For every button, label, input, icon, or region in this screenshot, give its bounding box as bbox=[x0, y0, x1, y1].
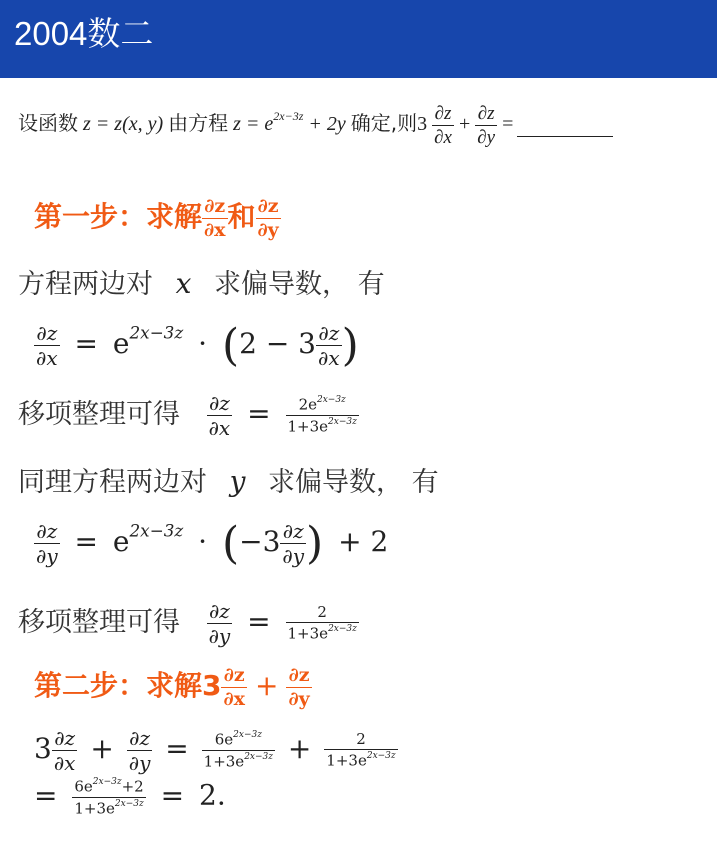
line-diff-y-text2: 求偏导数， 有 bbox=[268, 467, 439, 498]
t2-num: 2 bbox=[356, 730, 366, 749]
eq1-equals: = bbox=[74, 327, 98, 360]
step2-heading bbox=[34, 664, 312, 709]
rearrange2-rhs-frac bbox=[286, 605, 359, 642]
frac-num: ∂z bbox=[257, 194, 279, 217]
problem-plus: + bbox=[458, 113, 471, 136]
rearrange1-expr bbox=[207, 391, 359, 440]
step2-frac-y bbox=[286, 663, 311, 710]
rhs-den-exp: 2x−3z bbox=[328, 624, 357, 635]
var-x: x bbox=[175, 267, 192, 300]
eq2-lparen: ( bbox=[221, 518, 240, 569]
problem-func: z = z(x, y) bbox=[83, 113, 164, 136]
step1-connector: 和 bbox=[227, 200, 256, 233]
eq2-equals: = bbox=[74, 525, 99, 558]
final1-equals: = bbox=[165, 732, 189, 765]
final-equation-1 bbox=[34, 728, 398, 773]
frac-den: ∂x bbox=[318, 346, 340, 370]
frac-num: ∂z bbox=[204, 194, 226, 217]
rhs-num: 2e bbox=[298, 396, 317, 414]
problem-frac-x bbox=[432, 104, 454, 147]
var-y: y bbox=[229, 465, 246, 498]
problem-text-suffix: 确定,则 bbox=[350, 111, 418, 136]
answer-blank bbox=[517, 114, 613, 137]
frac-num: ∂z bbox=[208, 391, 230, 415]
final1-plus2: + bbox=[287, 732, 312, 765]
eq1-lparen: ( bbox=[221, 320, 240, 371]
frac-den: ∂y bbox=[36, 544, 58, 568]
rhs-den-exp: 2x−3z bbox=[328, 417, 357, 427]
frac-den: ∂y bbox=[282, 544, 305, 568]
line-rearrange-1 bbox=[18, 392, 359, 438]
line-diff-x-text2: 求偏导数， 有 bbox=[213, 269, 385, 300]
equation-1 bbox=[34, 320, 359, 371]
frac-num: ∂z bbox=[129, 726, 150, 750]
frac-den: ∂y bbox=[257, 218, 279, 241]
frac-num: ∂z bbox=[223, 663, 245, 686]
eq1-base: e bbox=[112, 327, 130, 360]
eq2-tail: + 2 bbox=[338, 525, 389, 558]
rhs-num-exp: 2x−3z bbox=[316, 395, 346, 406]
eq2-base: e bbox=[112, 525, 130, 558]
num-exp: 2x−3z bbox=[92, 777, 122, 787]
frac-den: ∂x bbox=[36, 346, 58, 370]
frac-num: ∂z bbox=[208, 599, 230, 623]
problem-eq-rhs: + 2y bbox=[308, 113, 346, 136]
frac-num: ∂z bbox=[36, 519, 58, 543]
frac-num: ∂z bbox=[36, 321, 58, 345]
step2-frac-x bbox=[221, 663, 246, 710]
final1-coef: 3 bbox=[34, 732, 52, 765]
frac-den: ∂x bbox=[204, 218, 226, 241]
page-title: 2004数二 bbox=[14, 15, 154, 52]
rearrange1-text: 移项整理可得 bbox=[18, 399, 180, 430]
t2-den: 1+3e bbox=[326, 751, 367, 770]
final1-frac-y bbox=[127, 728, 153, 773]
rearrange1-rhs-frac bbox=[286, 396, 359, 434]
frac-den: ∂x bbox=[223, 687, 245, 710]
frac-den: ∂y bbox=[477, 127, 496, 148]
eq2-lhs-frac bbox=[34, 521, 60, 566]
final2-equals2: = bbox=[160, 778, 185, 812]
eq2-dot: · bbox=[198, 525, 208, 558]
final1-term1 bbox=[202, 731, 275, 769]
step1-heading-text: 第一步：求解 bbox=[34, 200, 203, 233]
t1-num: 6e bbox=[214, 731, 234, 749]
frac-den: ∂y bbox=[208, 624, 231, 648]
final2-equals: = bbox=[34, 778, 58, 812]
rearrange2-equals: = bbox=[247, 605, 271, 638]
t1-den: 1+3e bbox=[203, 752, 245, 771]
line-diff-x bbox=[18, 262, 385, 301]
problem-text-prefix: 设函数 bbox=[18, 111, 78, 136]
problem-frac-y bbox=[475, 104, 497, 147]
eq2-inner-frac bbox=[280, 521, 306, 566]
eq2-inner-a: −3 bbox=[239, 525, 281, 558]
problem-statement bbox=[18, 104, 613, 147]
eq2-rparen: ) bbox=[306, 518, 324, 569]
t1-den-exp: 2x−3z bbox=[244, 752, 274, 762]
line-diff-x-text: 方程两边对 bbox=[18, 269, 153, 300]
eq1-rparen: ) bbox=[341, 320, 359, 371]
final2-result: 2. bbox=[199, 778, 226, 812]
den: 1+3e bbox=[74, 799, 115, 818]
step1-heading bbox=[34, 195, 281, 240]
frac-num: ∂z bbox=[54, 726, 76, 750]
frac-den: ∂x bbox=[53, 751, 76, 775]
frac-num: ∂z bbox=[282, 519, 304, 543]
frac-num: ∂z bbox=[434, 103, 452, 124]
final-equation-2 bbox=[34, 778, 226, 816]
rhs-den: 1+3e bbox=[287, 417, 329, 436]
eq1-inner-a: 2 − 3 bbox=[239, 327, 316, 360]
line-rearrange-2 bbox=[18, 600, 359, 646]
final1-term2 bbox=[324, 732, 397, 769]
final1-frac-x bbox=[52, 728, 78, 773]
rhs-num: 2 bbox=[317, 603, 327, 622]
den-exp: 2x−3z bbox=[114, 798, 144, 809]
problem-equals: = bbox=[502, 113, 514, 136]
frac-num: ∂z bbox=[477, 103, 495, 124]
frac-num: ∂z bbox=[288, 663, 310, 686]
problem-eq-lhs: z = e bbox=[233, 113, 274, 136]
eq1-inner-frac bbox=[316, 323, 342, 368]
rhs-den: 1+3e bbox=[287, 624, 329, 643]
num-b: +2 bbox=[121, 777, 144, 796]
eq1-exp: 2x−3z bbox=[129, 322, 184, 343]
header-bar bbox=[0, 0, 717, 78]
step1-frac-x bbox=[202, 194, 227, 241]
t1-num-exp: 2x−3z bbox=[233, 730, 262, 741]
rearrange2-lhs-frac bbox=[207, 601, 233, 646]
num-a: 6e bbox=[74, 777, 93, 796]
final1-plus: + bbox=[90, 732, 114, 765]
frac-den: ∂x bbox=[434, 127, 452, 148]
eq1-lhs-frac bbox=[34, 323, 60, 368]
eq1-dot: · bbox=[198, 327, 208, 360]
frac-den: ∂y bbox=[288, 687, 310, 710]
step2-plus: + bbox=[254, 669, 279, 702]
line-diff-y bbox=[18, 460, 439, 499]
rearrange1-equals: = bbox=[247, 397, 271, 430]
eq2-exp: 2x−3z bbox=[129, 520, 184, 541]
equation-2 bbox=[34, 518, 388, 569]
frac-num: ∂z bbox=[318, 321, 340, 345]
step2-heading-text: 第二步：求解3 bbox=[34, 669, 222, 702]
frac-den: ∂y bbox=[128, 751, 151, 775]
problem-eq-exp: 2x−3z bbox=[273, 108, 304, 123]
rearrange2-text: 移项整理可得 bbox=[18, 607, 180, 638]
problem-text-mid: 由方程 bbox=[168, 111, 229, 136]
line-diff-y-text: 同理方程两边对 bbox=[18, 467, 207, 498]
rearrange1-lhs-frac bbox=[207, 393, 233, 438]
rearrange2-expr bbox=[207, 599, 359, 648]
problem-coef: 3 bbox=[417, 113, 428, 136]
final2-frac bbox=[72, 778, 145, 816]
step1-frac-y bbox=[256, 194, 281, 241]
frac-den: ∂x bbox=[208, 416, 231, 440]
t2-den-exp: 2x−3z bbox=[366, 751, 396, 762]
